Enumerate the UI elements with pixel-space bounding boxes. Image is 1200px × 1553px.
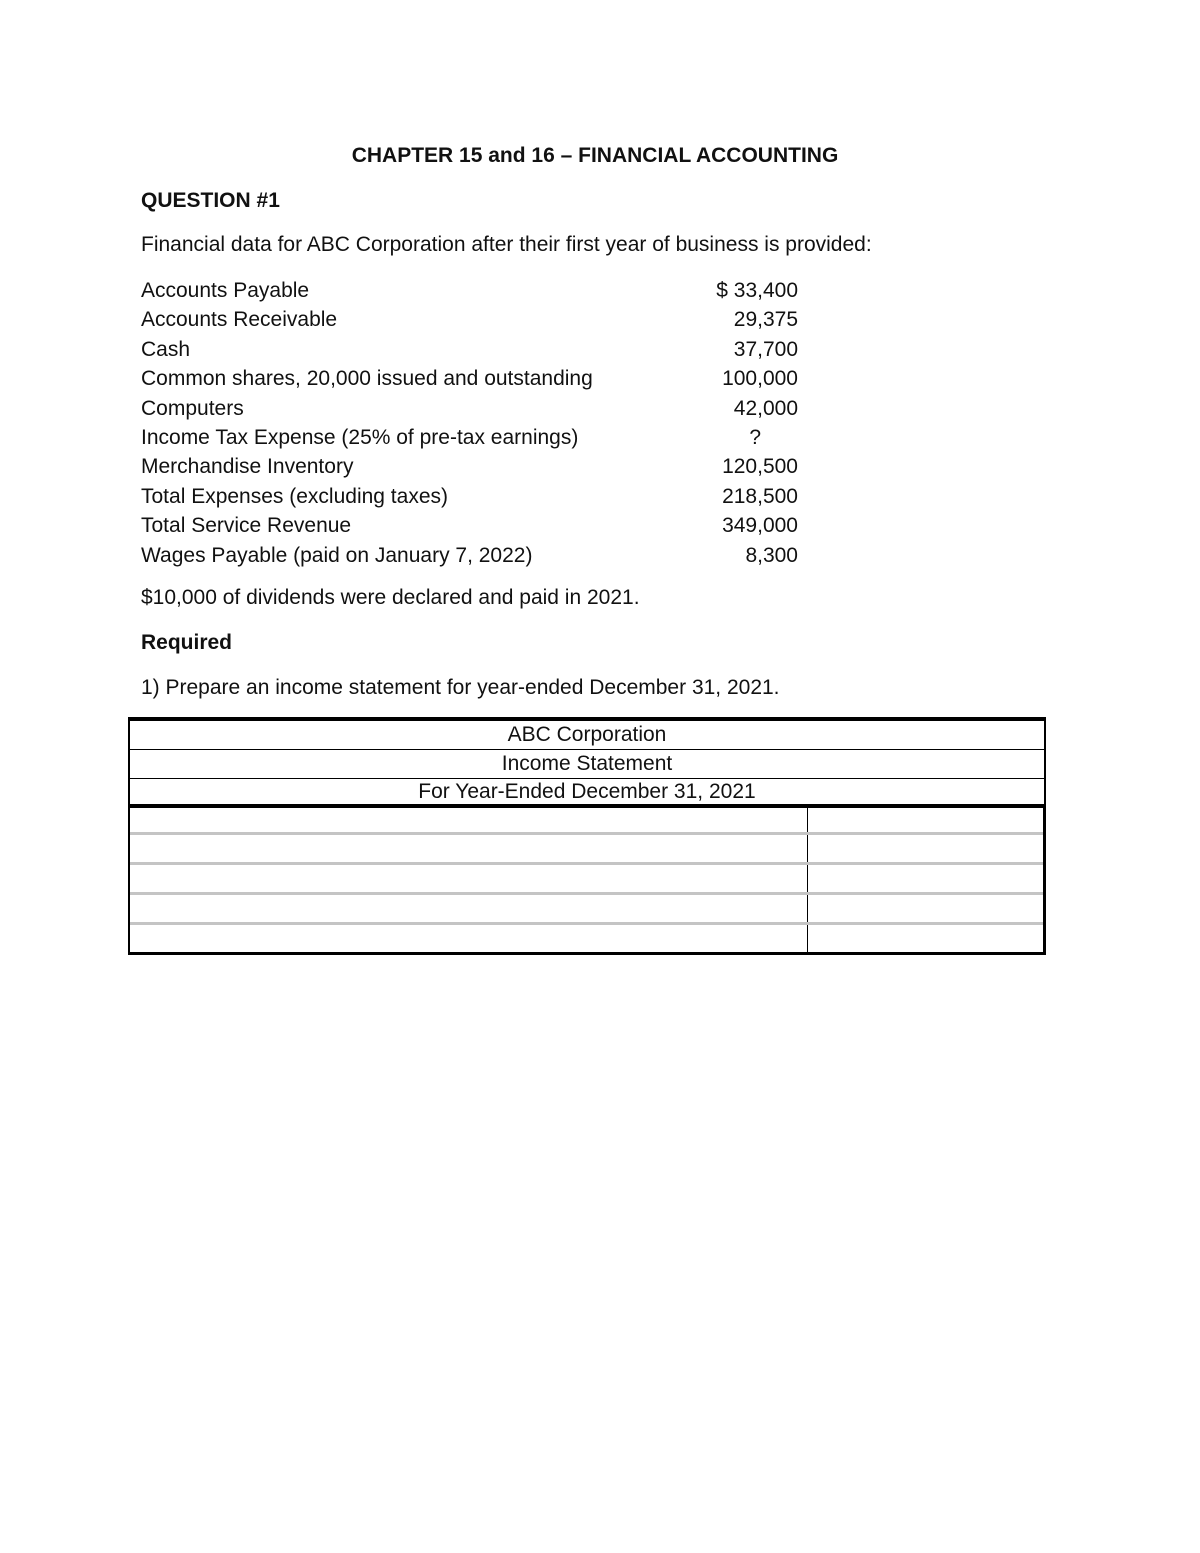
statement-amount-cell[interactable] xyxy=(808,835,1042,861)
data-label: Accounts Payable xyxy=(141,279,310,302)
required-heading: Required xyxy=(141,631,233,654)
statement-label-cell[interactable] xyxy=(130,865,807,891)
statement-amount-cell[interactable] xyxy=(808,925,1042,951)
data-row xyxy=(141,452,801,481)
data-value: 218,500 xyxy=(722,484,798,508)
statement-amount-cell[interactable] xyxy=(808,895,1042,921)
statement-label-cell[interactable] xyxy=(130,925,807,951)
income-statement-table xyxy=(128,717,1046,955)
statement-period: For Year-Ended December 31, 2021 xyxy=(130,778,1044,808)
data-row xyxy=(141,276,801,305)
data-value: 349,000 xyxy=(722,514,798,538)
table-border xyxy=(1043,804,1046,955)
data-value: ? xyxy=(749,425,761,449)
statement-company: ABC Corporation xyxy=(130,721,1044,750)
data-label: Wages Payable (paid on January 7, 2022) xyxy=(141,543,533,567)
data-row xyxy=(141,511,801,540)
financial-data-list xyxy=(141,276,801,570)
data-value: $ 33,400 xyxy=(716,279,798,302)
data-row xyxy=(141,423,801,452)
data-label: Computers xyxy=(141,396,244,420)
dividends-note: $10,000 of dividends were declared and paid in 2021. xyxy=(141,586,640,609)
data-label: Income Tax Expense (25% of pre-tax earnings) xyxy=(141,425,579,449)
statement-label-cell[interactable] xyxy=(130,835,807,861)
data-row xyxy=(141,541,801,570)
data-label: Total Expenses (excluding taxes) xyxy=(141,484,448,508)
data-value: 29,375 xyxy=(733,308,798,332)
intro-text: Financial data for ABC Corporation after their first year of business is provided: xyxy=(141,233,872,256)
table-border xyxy=(128,952,1046,955)
data-value: 100,000 xyxy=(722,367,798,391)
data-row xyxy=(141,394,801,423)
data-label: Cash xyxy=(141,337,191,361)
statement-amount-cell[interactable] xyxy=(808,865,1042,891)
data-label: Total Service Revenue xyxy=(141,514,352,538)
document-title: CHAPTER 15 and 16 – FINANCIAL ACCOUNTING xyxy=(351,144,839,167)
data-row xyxy=(141,482,801,511)
statement-name: Income Statement xyxy=(130,750,1044,779)
data-label: Accounts Receivable xyxy=(141,308,338,332)
data-label: Merchandise Inventory xyxy=(141,455,354,479)
data-value: 120,500 xyxy=(722,455,798,479)
data-value: 37,700 xyxy=(733,337,798,361)
statement-label-cell[interactable] xyxy=(130,895,807,921)
statement-amount-cell[interactable] xyxy=(808,806,1042,832)
data-value: 8,300 xyxy=(745,543,798,567)
statement-label-cell[interactable] xyxy=(130,806,807,832)
task-text: 1) Prepare an income statement for year-ended December 31, 2021. xyxy=(141,676,780,699)
data-value: 42,000 xyxy=(733,396,798,420)
data-row xyxy=(141,364,801,393)
data-label: Common shares, 20,000 issued and outstanding xyxy=(141,367,593,391)
data-row xyxy=(141,305,801,334)
data-row xyxy=(141,335,801,364)
question-heading: QUESTION #1 xyxy=(141,189,280,212)
